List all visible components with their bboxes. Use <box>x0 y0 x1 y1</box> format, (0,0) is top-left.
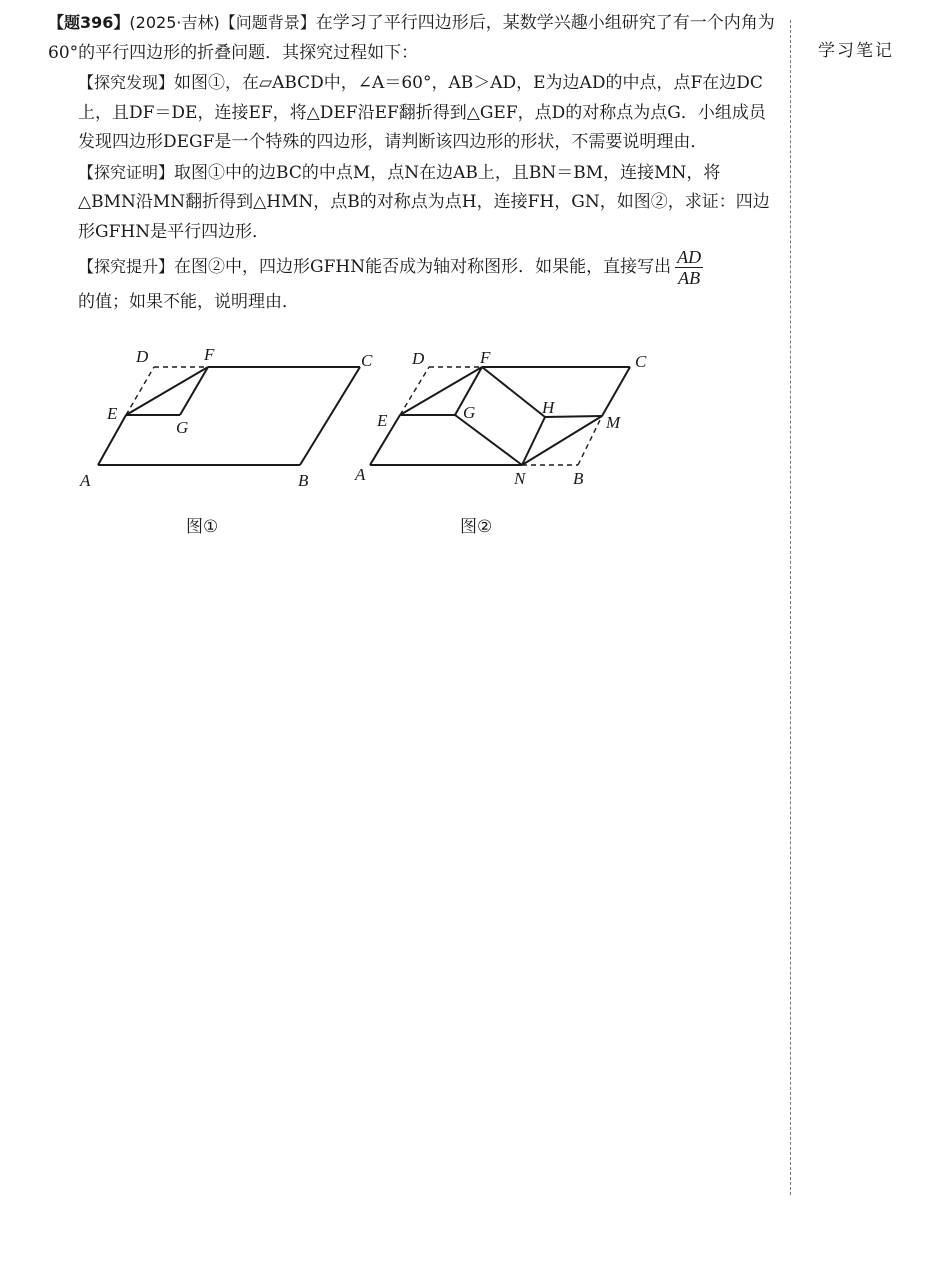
label-d: D <box>136 347 149 366</box>
notes-divider <box>790 20 791 1195</box>
label-f: F <box>204 345 215 364</box>
paragraph-background-text: 在学习了平行四边形后，某数学兴趣小组研究了有一个内角为60°的平行四边形的折叠问题．其探究过程如下： <box>48 13 775 63</box>
label-a: A <box>355 465 366 484</box>
problem-source: (2025·吉林) <box>129 13 220 32</box>
section-tag-extension: 【探究提升】 <box>78 257 175 276</box>
label-a: A <box>80 471 91 490</box>
fraction-denominator: AB <box>678 268 701 288</box>
problem-text <box>48 8 778 318</box>
label-f: F <box>480 348 491 367</box>
label-d: D <box>412 349 425 368</box>
label-h: H <box>542 398 555 417</box>
label-c: C <box>635 352 647 371</box>
edge-cm <box>602 367 630 416</box>
figure-2-caption: 图② <box>460 517 493 537</box>
problem-tag: 【题396】 <box>48 13 130 32</box>
section-tag-discovery: 【探究发现】 <box>78 73 175 92</box>
paragraph-discovery-text: 如图①，在▱ABCD中，∠A＝60°，AB＞AD，E为边AD的中点，点F在边DC上，且DF＝DE，连接EF，将△DEF沿EF翻折得到△GEF，点D的对称点为点G．小组成员发现四边形DEGF是一个特殊的四边形，请判断该四边形的形状，不需要说明理由． <box>78 73 766 152</box>
label-g: G <box>463 403 476 422</box>
label-m: M <box>606 413 621 432</box>
fraction-ad-ab <box>675 247 703 288</box>
paragraph-extension <box>48 247 778 318</box>
label-c: C <box>361 351 373 370</box>
label-n: N <box>514 469 526 488</box>
figure-1-caption: 图① <box>186 517 219 537</box>
label-b: B <box>298 471 309 490</box>
figure-2 <box>350 340 670 500</box>
paragraph-discovery <box>48 68 778 158</box>
label-e: E <box>377 411 388 430</box>
label-b: B <box>573 469 584 488</box>
section-tag-background: 【问题背景】 <box>219 13 316 32</box>
edge-ef <box>126 367 208 415</box>
label-e: E <box>107 404 118 423</box>
figure-1 <box>70 340 390 500</box>
paragraph-extension-text-a: 在图②中，四边形GFHN能否成为轴对称图形．如果能，直接写出 <box>174 257 672 277</box>
edge-gn <box>455 415 522 465</box>
fraction-numerator: AD <box>677 247 702 267</box>
paragraph-proof <box>48 158 778 248</box>
study-notes-label: 学习笔记 <box>818 41 894 61</box>
paragraph-background <box>48 8 778 68</box>
edge-fh <box>482 367 545 417</box>
label-g: G <box>176 418 189 437</box>
paragraph-proof-text: 取图①中的边BC的中点M，点N在边AB上，且BN＝BM，连接MN，将△BMN沿MN翻折得到△HMN，点B的对称点为点H，连接FH，GN，如图②，求证：四边形GFHN是平行四边形． <box>78 162 770 242</box>
paragraph-extension-text-b: 的值；如果不能，说明理由． <box>78 292 299 312</box>
section-tag-proof: 【探究证明】 <box>78 162 175 182</box>
dashed-ed <box>400 367 429 415</box>
